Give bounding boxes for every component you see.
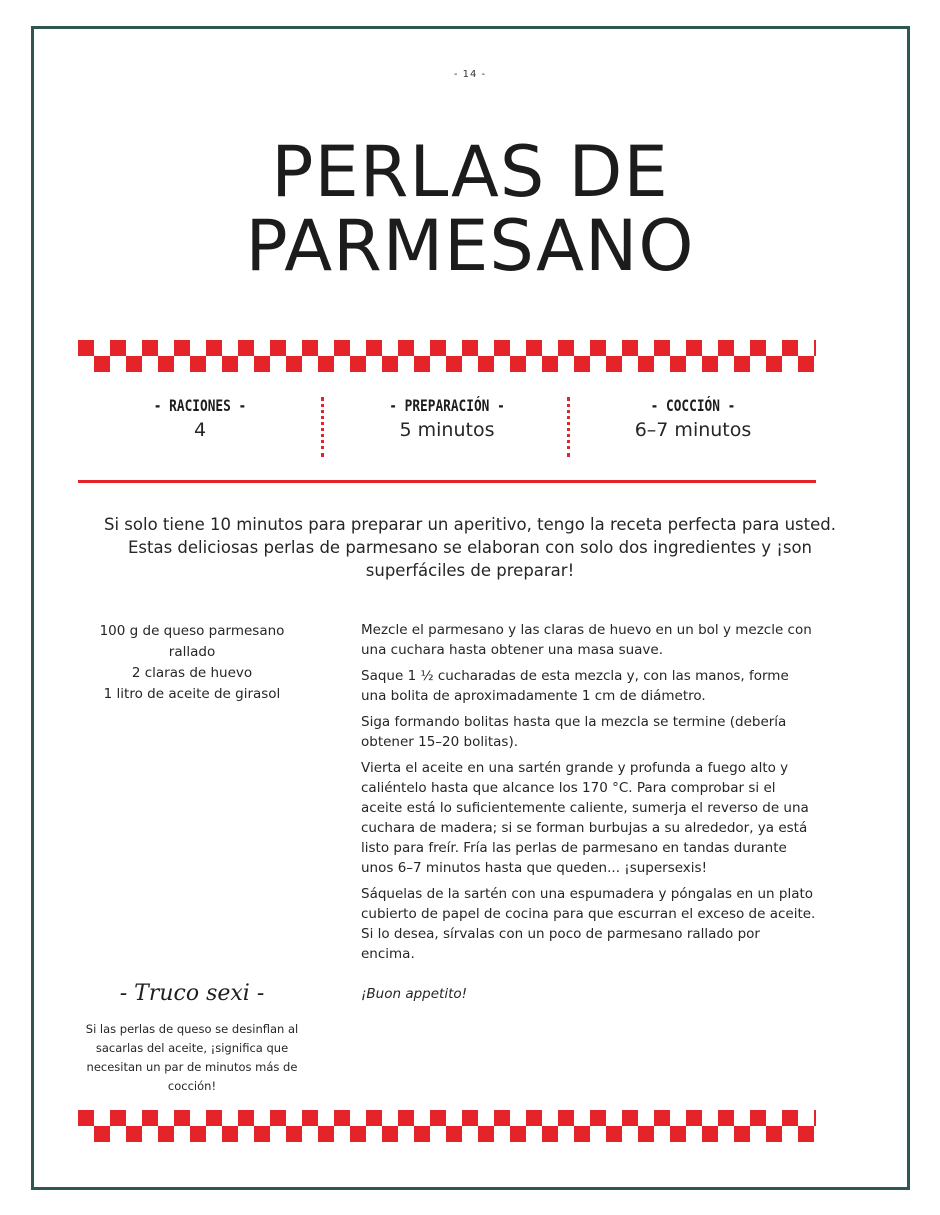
checker-square [590,340,606,356]
checker-square [574,356,590,372]
checker-square [494,340,510,356]
recipe-stats [78,396,816,460]
checker-square [558,1110,574,1126]
checker-square [446,1126,462,1142]
checker-square [382,356,398,372]
red-divider [78,480,816,483]
checker-square [190,1126,206,1142]
checker-square [510,1126,526,1142]
checker-square [542,356,558,372]
recipe-intro: Si solo tiene 10 minutos para preparar un aperitivo, tengo la receta perfecta para usted. Estas deliciosas perlas de parmesano se elaboran con solo dos ingredientes y ¡son superfáciles de preparar! [104,515,836,580]
method-step: Vierta el aceite en una sartén grande y profunda a fuego alto y caliéntelo hasta que alcance los 170 °C. Para comprobar si el aceite está lo suficientemente caliente, sumerja el reverso de una cuchara de madera; si se forman burbujas a su alrededor, ya está listo para freír. Fría las perlas de parmesano en tandas durante unos 6–7 minutos hasta que queden... ¡supersexis! [361,760,809,876]
checker-square [430,1110,446,1126]
checker-square [766,356,782,372]
checker-square [270,1110,286,1126]
checker-square [558,340,574,356]
checker-square [526,1110,542,1126]
checker-square [670,1126,686,1142]
checker-square [110,340,126,356]
checker-square [270,340,286,356]
ingredient-list [82,621,302,705]
checker-square [350,1126,366,1142]
checker-square [286,1126,302,1142]
checker-square [254,356,270,372]
checker-square [718,340,734,356]
checker-border-bottom [78,1110,816,1142]
checker-square [718,1110,734,1126]
checker-square [222,1126,238,1142]
checker-square [702,356,718,372]
checker-square [174,1110,190,1126]
checker-square [302,1110,318,1126]
checker-square [590,1110,606,1126]
tip-text: Si las perlas de queso se desinflan al sacarlas del aceite, ¡significa que necesitan un par de minutos más de cocción! [85,1022,299,1093]
checker-square [382,1126,398,1142]
checker-square [750,340,766,356]
checker-square [398,1110,414,1126]
ingredient-item: 100 g de queso parmesano rallado [99,623,285,660]
checker-square [158,356,174,372]
checker-square [478,1126,494,1142]
checker-square [542,1126,558,1142]
checker-square [622,1110,638,1126]
checker-square [206,340,222,356]
stat-servings-label: - RACIONES - [153,396,247,415]
checker-square [782,1110,798,1126]
checker-square [702,1126,718,1142]
stat-cook-time [570,396,816,441]
checker-square [606,356,622,372]
checker-square [798,356,814,372]
stat-cook-time-label: - COCCIÓN - [650,396,736,415]
checker-square [814,340,816,356]
checker-square [190,356,206,372]
ingredient-item: 2 claras de huevo [131,665,253,681]
checker-square [798,1126,814,1142]
checker-square [638,356,654,372]
method-steps [361,620,816,970]
checker-square [414,356,430,372]
recipe-title-line-2: PARMESANO [245,205,695,287]
stat-divider-2 [567,397,570,457]
checker-square [526,340,542,356]
checker-square [318,356,334,372]
page-number: - 14 - [453,69,487,80]
recipe-title [0,131,940,287]
stat-prep-time-value: 5 minutos [399,419,495,441]
checker-square [478,356,494,372]
checker-square [462,1110,478,1126]
method-step: Sáquelas de la sartén con una espumadera y póngalas en un plato cubierto de papel de cocina para que escurran el exceso de aceite. Si lo desea, sírvalas con un poco de parmesano rallado por encima. [361,886,816,962]
stat-prep-time [324,396,570,441]
checker-square [206,1110,222,1126]
checker-square [446,356,462,372]
stat-servings [78,396,322,441]
checker-square [782,340,798,356]
checker-square [814,1110,816,1126]
checker-square [574,1126,590,1142]
checker-square [94,1126,110,1142]
checker-square [606,1126,622,1142]
checker-square [94,356,110,372]
checker-square [238,340,254,356]
checker-square [494,1110,510,1126]
checker-square [366,340,382,356]
checker-square [126,356,142,372]
method-step: Siga formando bolitas hasta que la mezcla se termine (debería obtener 15–20 bolitas). [361,714,787,750]
method-step: Mezcle el parmesano y las claras de huevo en un bol y mezcle con una cuchara hasta obtener una masa suave. [361,622,812,658]
checker-square [158,1126,174,1142]
stat-servings-value: 4 [193,419,207,441]
checker-square [366,1110,382,1126]
closing-line: ¡Buon appetito! [361,986,468,1002]
checker-square [622,340,638,356]
checker-square [654,340,670,356]
checker-square [510,356,526,372]
checker-square [254,1126,270,1142]
stat-cook-time-value: 6–7 minutos [634,419,752,441]
checker-square [654,1110,670,1126]
checker-square [78,1110,94,1126]
stat-prep-time-label: - PREPARACIÓN - [389,396,505,415]
checker-square [398,340,414,356]
checker-square [334,1110,350,1126]
checker-square [78,340,94,356]
checker-square [126,1126,142,1142]
method-step: Saque 1 ½ cucharadas de esta mezcla y, con las manos, forme una bolita de aproximadamente 1 cm de diámetro. [361,668,789,704]
tip-title: - Truco sexi - [119,981,265,1006]
checker-square [286,356,302,372]
checker-square [318,1126,334,1142]
checker-square [734,356,750,372]
checker-square [110,1110,126,1126]
checker-square [430,340,446,356]
stat-divider-1 [321,397,324,457]
checker-square [414,1126,430,1142]
checker-border-top [78,340,816,372]
checker-square [750,1110,766,1126]
checker-square [350,356,366,372]
checker-square [334,340,350,356]
checker-square [734,1126,750,1142]
checker-square [686,340,702,356]
ingredient-item: 1 litro de aceite de girasol [103,686,281,702]
recipe-title-line-1: PERLAS DE [271,131,669,213]
checker-square [142,1110,158,1126]
checker-square [238,1110,254,1126]
checker-square [638,1126,654,1142]
checker-square [462,340,478,356]
checker-square [222,356,238,372]
checker-square [142,340,158,356]
checker-square [686,1110,702,1126]
checker-square [670,356,686,372]
checker-square [174,340,190,356]
checker-square [766,1126,782,1142]
checker-square [302,340,318,356]
